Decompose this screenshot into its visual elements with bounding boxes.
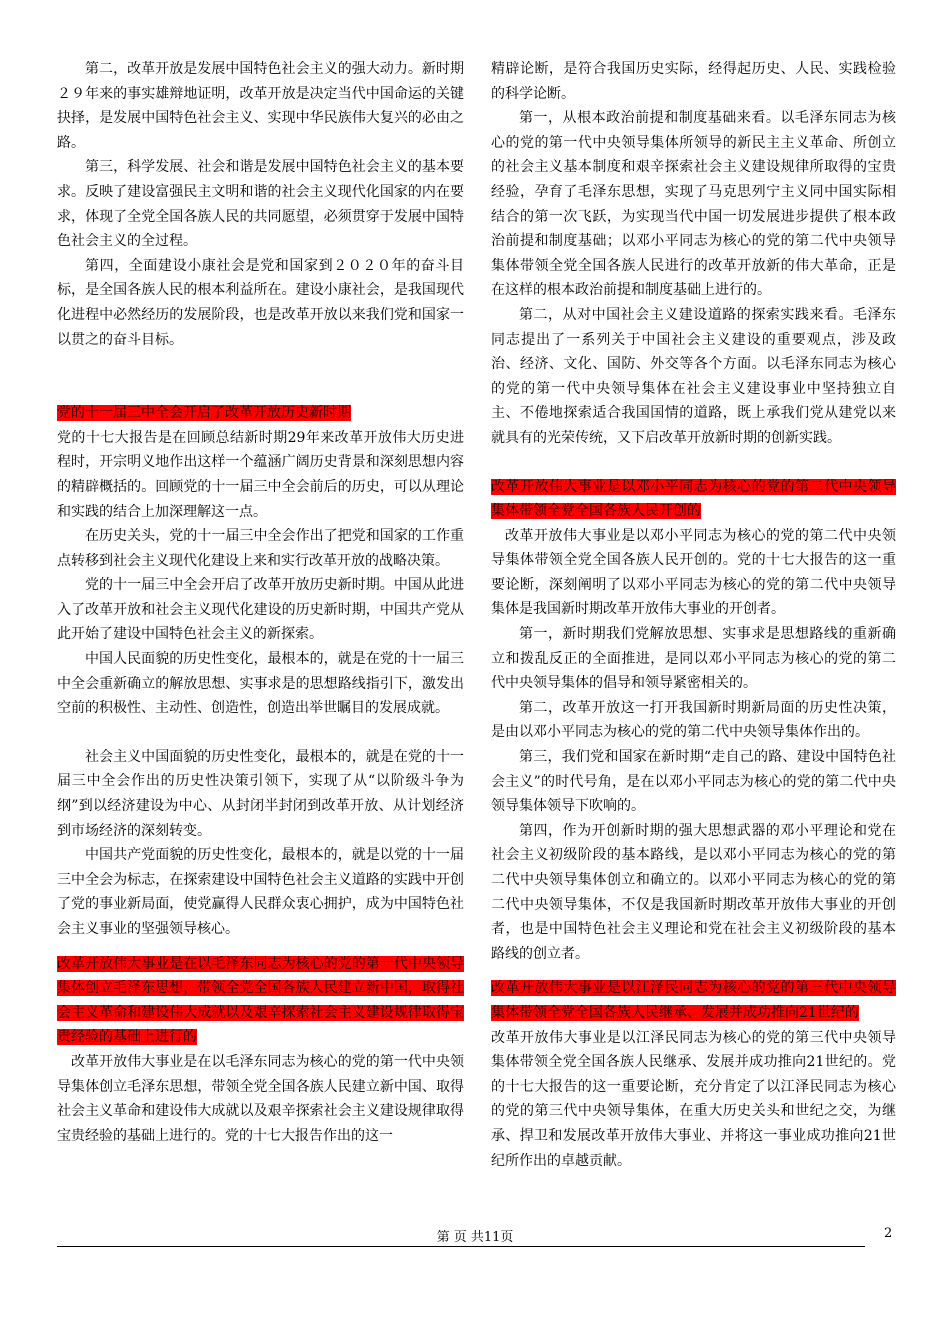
paragraph: 第三，我们党和国家在新时期“走自己的路、建设中国特色社会主义”的时代号角，是在以邓小平同志为核心的党的第二代中央领导集体领导下吹响的。 xyxy=(491,749,896,815)
paragraph: 中国人民面貌的历史性变化，最根本的，就是在党的十一届三中全会重新确立的解放思想、实事求是的思想路线指引下，激发出空前的积极性、主动性、创造性，创造出举世瞩目的发展成就。 xyxy=(57,651,464,717)
paragraph: 改革开放伟大事业是以江泽民同志为核心的党的第三代中央领导集体带领全党全国各族人民继承、发展并成功推向21世纪的。党的十七大报告的这一重要论断，充分肯定了以江泽民同志为核心的党的第三代中央领导集体，在重大历史关头和世纪之交，为继承、捍卫和发展改革开放伟大事业、并将这一事业成功推向21世纪所作出的卓越贡献。 xyxy=(491,1029,896,1169)
page-number: 2 xyxy=(884,1226,893,1241)
paragraph: 第二，从对中国社会主义建设道路的探索实践来看。毛泽东同志提出了一系列关于中国社会主义建设的重要观点，涉及政治、经济、文化、国防、外交等各个方面。以毛泽东同志为核心的党的第一代中央领导集体在社会主义建设事业中坚持独立自主、不倦地探索适合我国国情的道路，既上承我们党从建党以来就具有的光荣传统，又下启改革开放新时期的创新实践。 xyxy=(491,306,896,446)
paragraph: 第四，作为开创新时期的强大思想武器的邓小平理论和党在社会主义初级阶段的基本路线，是以邓小平同志为核心的党的第二代中央领导集体创立和确立的。以邓小平同志为核心的党的第二代中央领导集体，不仅是我国新时期改革开放伟大事业的开创者，也是中国特色社会主义理论和党在社会主义初级阶段的基本路线的创立者。 xyxy=(491,822,896,962)
paragraph: 改革开放伟大事业是在以毛泽东同志为核心的党的第一代中央领导集体创立毛泽东思想，带领全党全国各族人民建立新中国、取得社会主义革命和建设伟大成就以及艰辛探索社会主义建设规律取得宝贵经验的基础上进行的。党的十七大报告作出的这一 xyxy=(57,1053,464,1144)
paragraph: 第二，改革开放是发展中国特色社会主义的强大动力。新时期２９年来的事实雄辩地证明，改革开放是决定当代中国命运的关键抉择，是发展中国特色社会主义、实现中华民族伟大复兴的必由之路。 xyxy=(57,61,464,151)
footer-divider xyxy=(57,1246,865,1247)
paragraph: 在历史关头，党的十一届三中全会作出了把党和国家的工作重点转移到社会主义现代化建设上来和实行改革开放的战略决策。 xyxy=(57,528,464,569)
paragraph: 党的十七大报告是在回顾总结新时期29年来改革开放伟大历史进程时，开宗明义地作出这样一个蕴涵广阔历史背景和深刻思想内容的精辟概括的。回顾党的十一届三中全会前后的历史，可以从理论和实践的结合上加深理解这一点。 xyxy=(57,429,464,520)
right-column xyxy=(491,57,896,1173)
paragraph: 社会主义中国面貌的历史性变化，最根本的，就是在党的十一届三中全会作出的历史性决策引领下，实现了从“以阶级斗争为纲”到以经济建设为中心、从封闭半封闭到改革开放、从计划经济到市场经济的深刻转变。 xyxy=(57,748,464,839)
paragraph: 第四，全面建设小康社会是党和国家到２０２０年的奋斗目标，是全国各族人民的根本利益所在。建设小康社会，是我国现代化进程中必然经历的发展阶段，也是改革开放以来我们党和国家一以贯之的奋斗目标。 xyxy=(57,257,464,348)
paragraph: 中国共产党面貌的历史性变化，最根本的，就是以党的十一届三中全会为标志，在探索建设中国特色社会主义道路的实践中开创了党的事业新局面，使党赢得人民群众衷心拥护，成为中国特色社会主义事业的坚强领导核心。 xyxy=(57,847,464,937)
paragraph: 改革开放伟大事业是以邓小平同志为核心的党的第二代中央领导集体带领全党全国各族人民开创的。党的十七大报告的这一重要论断，深刻阐明了以邓小平同志为核心的党的第二代中央领导集体是我国新时期改革开放伟大事业的开创者。 xyxy=(491,527,896,618)
section-heading xyxy=(57,401,464,426)
section-heading-text: 改革开放伟大事业是以邓小平同志为核心的党的第二代中央领导集体带领全党全国各族人民开创的 xyxy=(491,478,896,520)
paragraph: 精辟论断，是符合我国历史实际，经得起历史、人民、实践检验的科学论断。 xyxy=(491,61,896,102)
section-heading-text: 党的十一届三中全会开启了改革开放历史新时期 xyxy=(57,405,351,422)
section-heading xyxy=(491,475,896,524)
section-heading-text: 改革开放伟大事业是在以毛泽东同志为核心的党的第一代中央领导集体创立毛泽东思想，带领全党全国各族人民建立新中国，取得社会主义革命和建设伟大成就以及艰辛探索社会主义建设规律取得宝贵经验的基础上进行的 xyxy=(57,955,464,1046)
section-heading-text: 改革开放伟大事业是以江泽民同志为核心的党的第三代中央领导集体带领全党全国各族人民继承、发展并成功推向21世纪的 xyxy=(491,980,896,1021)
section-heading xyxy=(57,952,464,1050)
paragraph: 第一，新时期我们党解放思想、实事求是思想路线的重新确立和拨乱反正的全面推进，是同以邓小平同志为核心的党的第二代中央领导集体的倡导和领导紧密相关的。 xyxy=(491,626,896,692)
section-heading xyxy=(491,976,896,1025)
paragraph: 党的十一届三中全会开启了改革开放历史新时期。中国从此进入了改革开放和社会主义现代化建设的历史新时期，中国共产党从此开始了建设中国特色社会主义的新探索。 xyxy=(57,577,464,643)
paragraph: 第一，从根本政治前提和制度基础来看。以毛泽东同志为核心的党的第一代中央领导集体所领导的新民主主义革命、所创立的社会主义基本制度和艰辛探索社会主义建设规律所取得的宝贵经验，孕育了毛泽东思想，实现了马克思列宁主义同中国实际相结合的第一次飞跃，为实现当代中国一切发展进步提供了根本政治前提和制度基础；以邓小平同志为核心的党的第二代中央领导集体带领全党全国各族人民进行的改革开放新的伟大革命，正是在这样的根本政治前提和制度基础上进行的。 xyxy=(491,110,896,299)
paragraph: 第二，改革开放这一打开我国新时期新局面的历史性决策，是由以邓小平同志为核心的党的第二代中央领导集体作出的。 xyxy=(491,699,896,741)
left-column xyxy=(57,57,464,1148)
page-footer: 第 页 共11页 xyxy=(436,1230,514,1245)
paragraph: 第三，科学发展、社会和谐是发展中国特色社会主义的基本要求。反映了建设富强民主文明和谐的社会主义现代化国家的内在要求，体现了全党全国各族人民的共同愿望，必须贯穿于发展中国特色社会主义的全过程。 xyxy=(57,159,464,250)
